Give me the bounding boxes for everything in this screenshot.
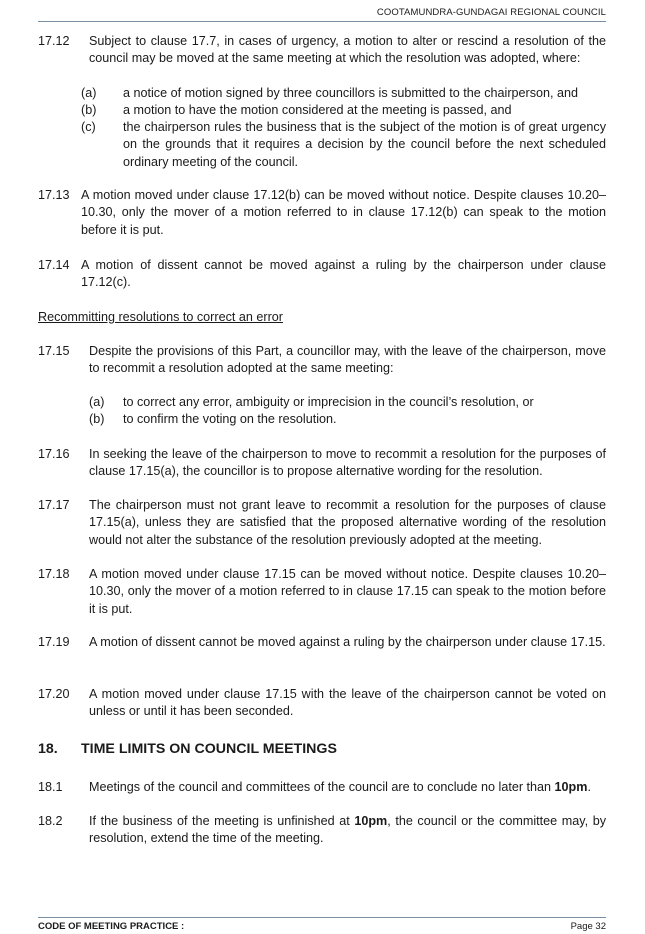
page-header	[38, 6, 606, 22]
item-label: (a)	[81, 86, 97, 100]
clause-number: 17.16	[38, 447, 70, 461]
item-label: (a)	[89, 395, 105, 409]
clause-number: 18.1	[38, 780, 63, 794]
clause-text: In seeking the leave of the chairperson to move to recommit a resolution for the purposes of clause 17.15(a), the councillor is to propose alternative wording for the resolution.	[89, 447, 606, 479]
clause-text: The chairperson must not grant leave to recommit a resolution for the purposes of clause 17.15(a), unless they are satisfied that the proposed alternative wording of the resolution would not alter the substance of the resolution previously adopted at the meeting.	[89, 498, 606, 547]
clause-text: Despite the provisions of this Part, a councillor may, with the leave of the chairperson, move to recommit a resolution adopted at the same meeting:	[89, 344, 606, 376]
item-text: the chairperson rules the business that is the subject of the motion is of great urgency on the grounds that it requires a decision by the council before the next scheduled ordinary meeting of the council.	[123, 120, 606, 169]
clause-number: 17.18	[38, 567, 70, 581]
clause-number: 17.14	[38, 258, 70, 272]
clause-number: 17.20	[38, 687, 70, 701]
bold-time: 10pm	[554, 780, 588, 794]
clause-text: A motion moved under clause 17.12(b) can be moved without notice. Despite clauses 10.20–10.30, only the mover of a motion referred to in clause 17.12(b) can speak to the motion before it is put.	[81, 188, 606, 237]
item-label: (b)	[81, 103, 97, 117]
clause-17-12	[38, 33, 606, 73]
clause-text: Subject to clause 17.7, in cases of urgency, a motion to alter or rescind a resolution of the council may be moved at the same meeting at which the resolution was adopted, where:	[89, 34, 606, 66]
item-label: (c)	[81, 120, 96, 134]
item-text: to correct any error, ambiguity or imprecision in the council’s resolution, or	[123, 395, 534, 409]
bold-time: 10pm	[354, 814, 388, 828]
clause-text-part: If the business of the meeting is unfinished at	[89, 814, 355, 828]
clause-text: A motion moved under clause 17.15 can be moved without notice. Despite clauses 10.20–10.30, only the mover of a motion referred to in clause 17.15 can speak to the motion before it is put.	[89, 567, 606, 616]
item-text: a notice of motion signed by three councillors is submitted to the chairperson, and	[123, 86, 579, 100]
clause-number: 17.12	[38, 34, 70, 48]
item-text: a motion to have the motion considered at the meeting is passed, and	[123, 103, 512, 117]
clause-text	[89, 779, 606, 796]
clause-text	[89, 813, 606, 848]
page-footer	[38, 917, 606, 931]
clause-text: A motion moved under clause 17.15 with the leave of the chairperson cannot be voted on unless or until it has been seconded.	[89, 687, 606, 719]
section-number: 18.	[38, 741, 58, 757]
clause-text-part: .	[587, 780, 591, 794]
item-text: to confirm the voting on the resolution.	[123, 412, 337, 426]
section-title: TIME LIMITS ON COUNCIL MEETINGS	[81, 741, 337, 757]
clause-text: A motion of dissent cannot be moved against a ruling by the chairperson under clause 17.12(c).	[81, 258, 606, 290]
subheading: Recommitting resolutions to correct an error	[38, 310, 283, 324]
item-label: (b)	[89, 412, 105, 426]
clause-text-part: , the council or the committee may, by resolution, extend the time of the meeting.	[89, 814, 606, 846]
clause-number: 17.13	[38, 188, 70, 202]
clause-number: 17.17	[38, 498, 70, 512]
footer-doc-title: CODE OF MEETING PRACTICE :	[38, 921, 185, 932]
clause-text-part: Meetings of the council and committees of the council are to conclude no later than	[89, 780, 555, 794]
page-number: Page 32	[570, 921, 606, 932]
clause-text: A motion of dissent cannot be moved against a ruling by the chairperson under clause 17.15.	[89, 635, 606, 649]
clause-number: 17.15	[38, 344, 70, 358]
clause-number: 18.2	[38, 814, 63, 828]
clause-number: 17.19	[38, 635, 70, 649]
header-org: COOTAMUNDRA-GUNDAGAI REGIONAL COUNCIL	[376, 7, 606, 18]
